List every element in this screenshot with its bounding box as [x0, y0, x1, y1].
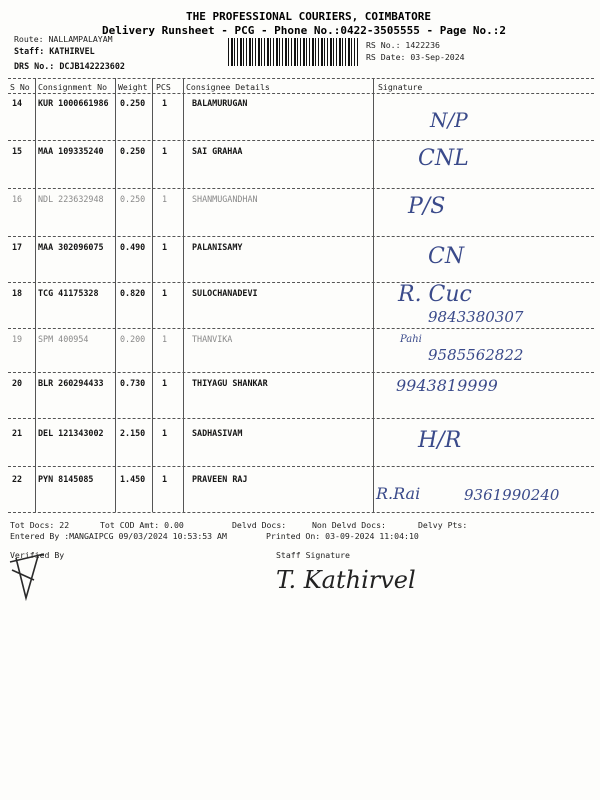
row-pcs: 1: [162, 428, 168, 438]
row-weight: 0.250: [120, 194, 146, 204]
row-consignment: TCG 41175328: [38, 288, 99, 298]
staff-label: Staff: KATHIRVEL: [14, 46, 95, 56]
row-sno: 20: [12, 378, 23, 388]
row-rule: [8, 188, 594, 189]
row-pcs: 1: [162, 242, 168, 252]
verified-by-label: Verified By: [10, 550, 65, 560]
row-sno: 14: [12, 98, 23, 108]
handwritten-signature: Pahi: [400, 334, 422, 345]
delivery-points: Delvy Pts:: [418, 520, 468, 530]
route-label: Route: NALLAMPALAYAM: [14, 34, 113, 44]
row-pcs: 1: [162, 474, 168, 484]
row-consignee: BALAMURUGAN: [192, 98, 248, 108]
row-rule: [8, 282, 594, 283]
row-pcs: 1: [162, 146, 168, 156]
row-sno: 19: [12, 334, 23, 344]
table-header-rule: [8, 93, 594, 94]
col-divider: [183, 78, 184, 512]
col-consignee: Consignee Details: [186, 82, 270, 92]
row-sno: 18: [12, 288, 23, 298]
handwritten-signature: P/S: [408, 194, 446, 219]
drs-number: DRS No.: DCJB142223602: [14, 61, 125, 71]
col-weight: Weight: [118, 82, 148, 92]
row-consignment: BLR 260294433: [38, 378, 104, 388]
staff-signature-label: Staff Signature: [276, 550, 350, 560]
printed-on: Printed On: 03-09-2024 11:04:10: [266, 531, 419, 541]
company-name: THE PROFESSIONAL COURIERS, COIMBATORE: [186, 10, 432, 23]
col-divider: [152, 78, 153, 512]
handwritten-phone: 9843380307: [428, 308, 524, 326]
verifier-signature-mark: [4, 550, 50, 602]
row-consignment: NDL 223632948: [38, 194, 104, 204]
row-consignee: PRAVEEN RAJ: [192, 474, 248, 484]
barcode: [228, 38, 358, 66]
row-consignment: DEL 121343002: [38, 428, 104, 438]
delivered-docs: Delvd Docs:: [232, 520, 287, 530]
col-divider: [373, 78, 374, 512]
handwritten-signature: 9943819999: [396, 376, 498, 395]
col-sno: S No: [10, 82, 30, 92]
row-sno: 16: [12, 194, 23, 204]
table-bottom-rule: [8, 512, 594, 513]
handwritten-signature: CNL: [418, 146, 469, 171]
row-weight: 0.820: [120, 288, 146, 298]
row-consignee: PALANISAMY: [192, 242, 243, 252]
handwritten-phone: 9585562822: [428, 346, 524, 364]
row-consignment: MAA 302096075: [38, 242, 104, 252]
row-sno: 15: [12, 146, 23, 156]
row-pcs: 1: [162, 98, 168, 108]
row-consignee: THIYAGU SHANKAR: [192, 378, 268, 388]
row-rule: [8, 372, 594, 373]
handwritten-signature: CN: [428, 244, 465, 269]
col-divider: [35, 78, 36, 512]
row-consignment: PYN 8145085: [38, 474, 94, 484]
handwritten-signature: N/P: [430, 108, 468, 132]
row-weight: 2.150: [120, 428, 146, 438]
table-top-rule: [8, 78, 594, 79]
row-sno: 22: [12, 474, 23, 484]
staff-handwritten-signature: T. Kathirvel: [276, 566, 416, 594]
row-consignee: THANVIKA: [192, 334, 233, 344]
row-consignee: SADHASIVAM: [192, 428, 243, 438]
row-pcs: 1: [162, 378, 168, 388]
non-delivered-docs: Non Delvd Docs:: [312, 520, 386, 530]
total-docs: Tot Docs: 22: [10, 520, 70, 530]
runsheet-title: Delivery Runsheet - PCG - Phone No.:0422-3505555 - Page No.:2: [102, 24, 506, 37]
row-consignee: SAI GRAHAA: [192, 146, 243, 156]
row-rule: [8, 466, 594, 467]
row-weight: 0.250: [120, 98, 146, 108]
row-pcs: 1: [162, 194, 168, 204]
row-rule: [8, 418, 594, 419]
entered-by: Entered By :MANGAIPCG 09/03/2024 10:53:53 AM: [10, 531, 227, 541]
row-weight: 0.250: [120, 146, 146, 156]
row-weight: 0.730: [120, 378, 146, 388]
row-weight: 1.450: [120, 474, 146, 484]
row-rule: [8, 328, 594, 329]
row-pcs: 1: [162, 334, 168, 344]
row-pcs: 1: [162, 288, 168, 298]
row-sno: 21: [12, 428, 23, 438]
row-weight: 0.490: [120, 242, 146, 252]
col-consignment: Consignment No: [38, 82, 108, 92]
row-weight: 0.200: [120, 334, 146, 344]
row-consignment: MAA 109335240: [38, 146, 104, 156]
total-cod: Tot COD Amt: 0.00: [100, 520, 184, 530]
rs-date: RS Date: 03-Sep-2024: [366, 52, 465, 62]
handwritten-phone: 9361990240: [464, 486, 560, 504]
row-consignment: SPM 400954: [38, 334, 89, 344]
row-sno: 17: [12, 242, 23, 252]
col-pcs: PCS: [156, 82, 171, 92]
handwritten-signature: R. Cuc: [398, 282, 472, 307]
row-rule: [8, 236, 594, 237]
col-signature: Signature: [378, 82, 423, 92]
row-consignment: KUR 1000661986: [38, 98, 109, 108]
row-consignee: SHANMUGANDHAN: [192, 194, 258, 204]
handwritten-signature: R.Rai: [376, 484, 421, 503]
rs-number: RS No.: 1422236: [366, 40, 440, 50]
col-divider: [115, 78, 116, 512]
row-consignee: SULOCHANADEVI: [192, 288, 258, 298]
handwritten-signature: H/R: [418, 428, 462, 453]
row-rule: [8, 140, 594, 141]
